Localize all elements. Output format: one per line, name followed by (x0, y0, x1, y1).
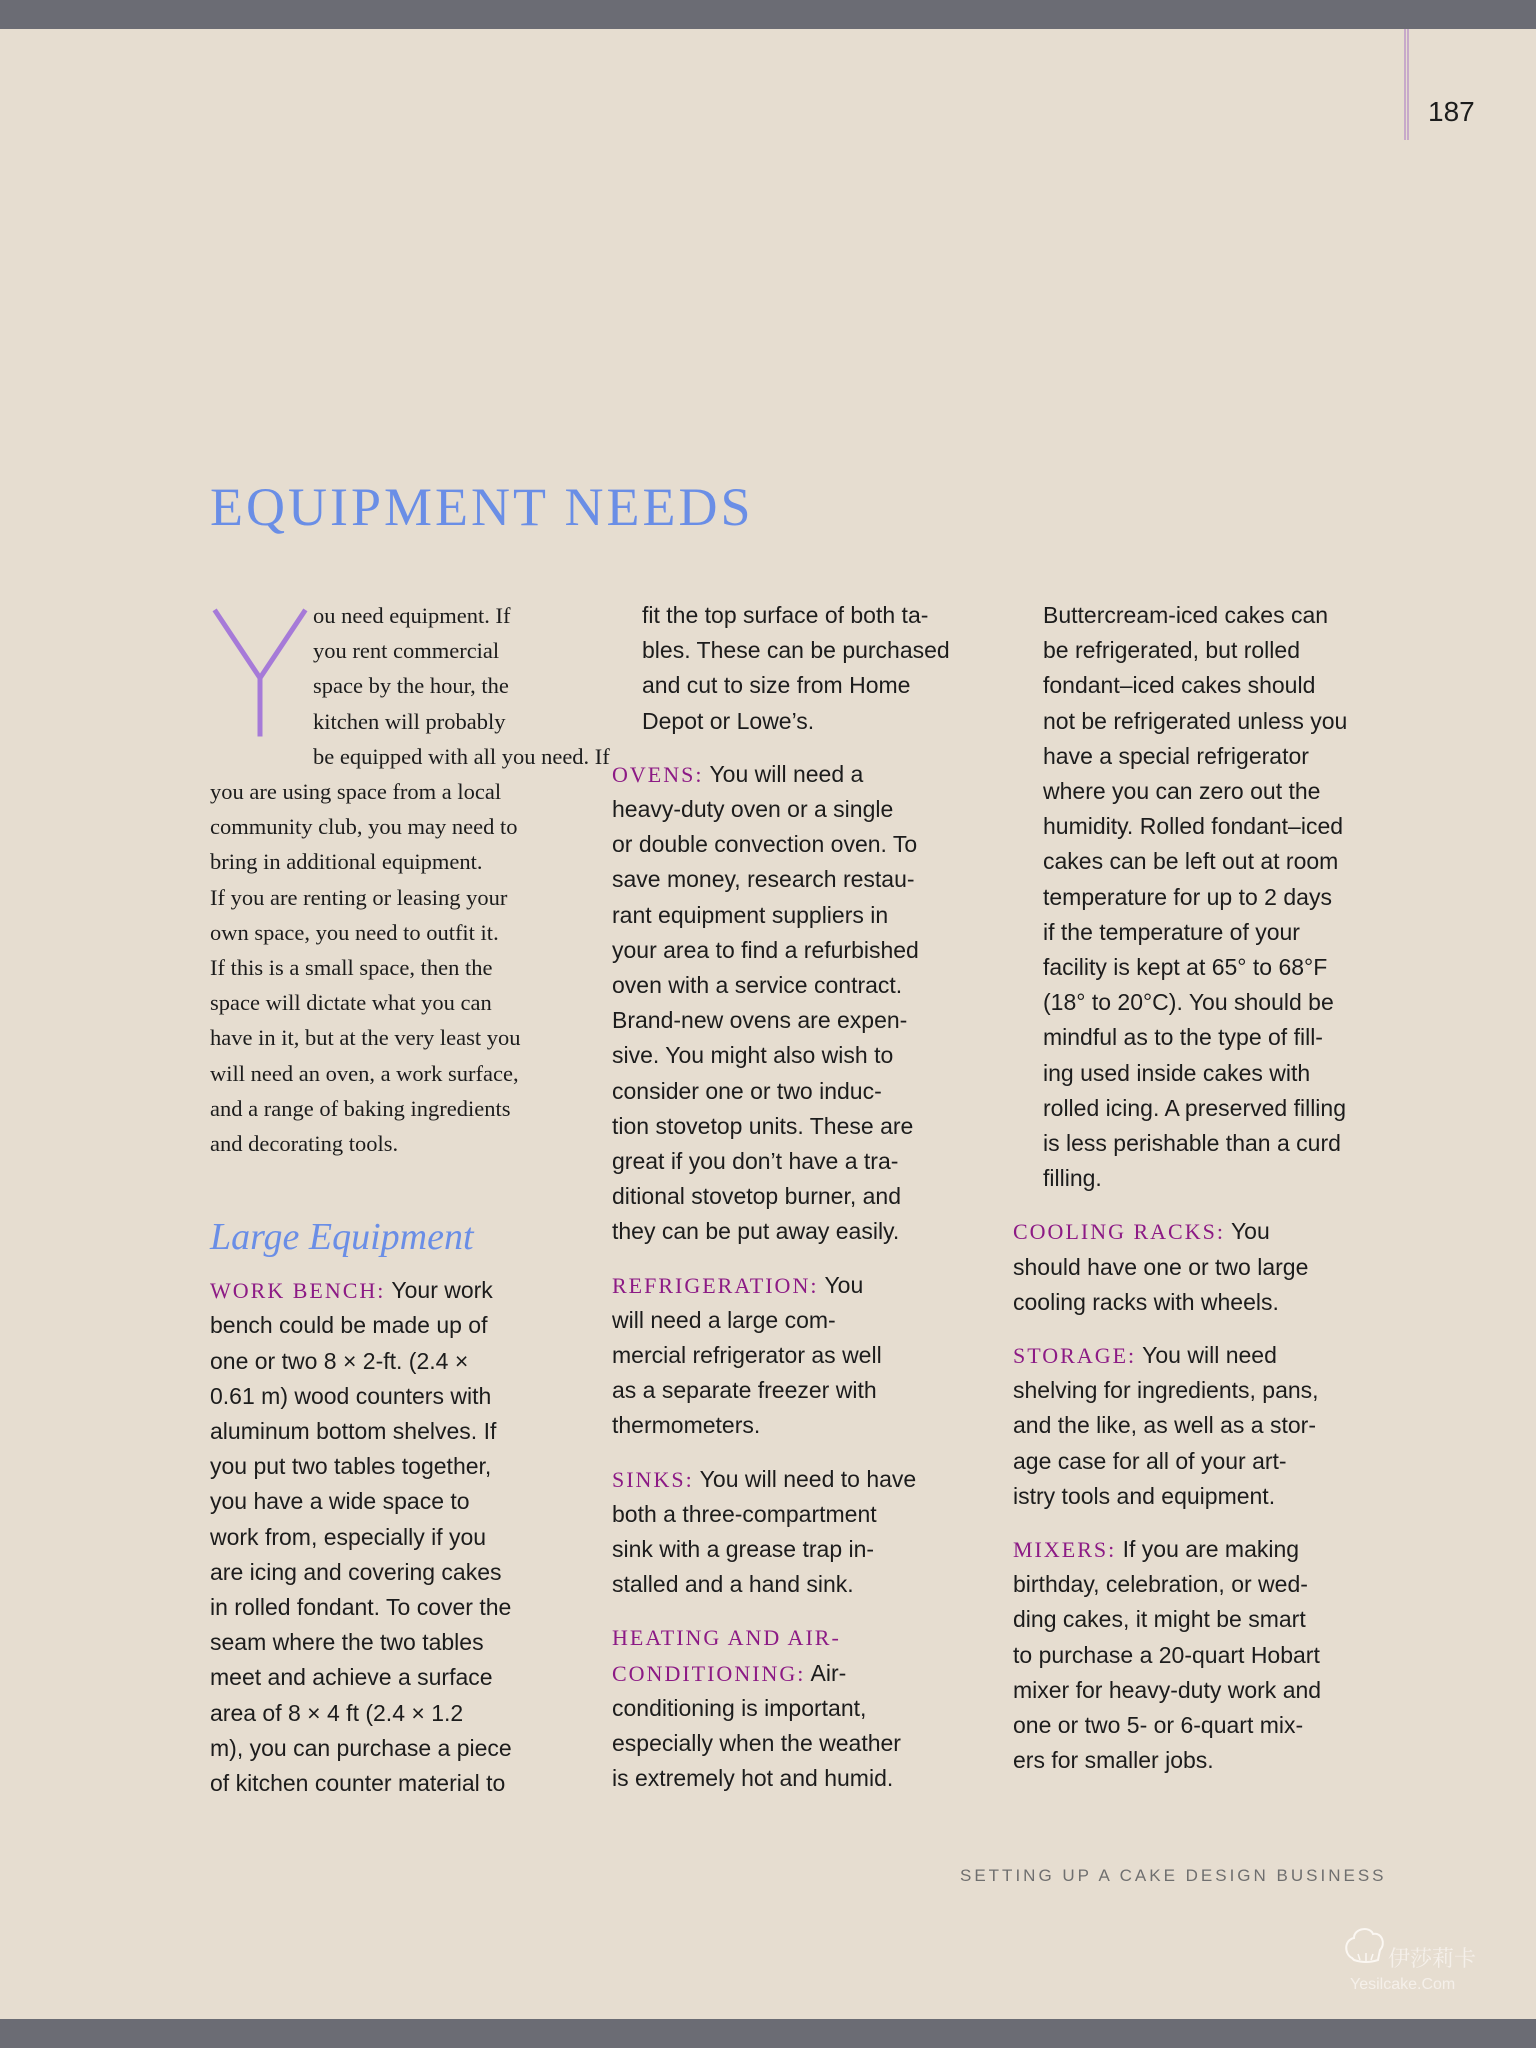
entry-cooling-racks (1013, 1214, 1373, 1320)
entry-line: facility is kept at 65° to 68°F (1043, 954, 1328, 981)
entry-line: both a three-compartment (612, 1500, 877, 1527)
intro-line: community club, you may need to (210, 814, 518, 840)
watermark-cn: 伊莎莉卡 (1388, 1946, 1477, 1971)
entry-line: cakes can be left out at room (1043, 848, 1339, 875)
intro-line: and decorating tools. (210, 1131, 399, 1157)
entry-line: ers for smaller jobs. (1013, 1747, 1214, 1774)
entry-line: stalled and a hand sink. (612, 1571, 854, 1598)
entry-line: they can be put away easily. (612, 1218, 900, 1245)
entry-line: filling. (1043, 1165, 1102, 1192)
intro-line: bring in additional equipment. (210, 849, 483, 875)
term-work-bench: WORK BENCH: (210, 1278, 386, 1304)
entry-line: You will need a (709, 760, 864, 787)
term-heating: HEATING AND AIR- (612, 1625, 841, 1651)
entry-line: cooling racks with wheels. (1013, 1288, 1279, 1315)
entry-line: shelving for ingredients, pans, (1013, 1377, 1319, 1404)
entry-line: in rolled fondant. To cover the (210, 1594, 512, 1621)
entry-line: seam where the two tables (210, 1629, 484, 1656)
entry-line: mixer for heavy-duty work and (1013, 1676, 1322, 1703)
entry-line: one or two 5- or 6-quart mix- (1013, 1712, 1304, 1739)
entry-line: work from, especially if you (210, 1523, 487, 1550)
entry-line: have a special refrigerator (1043, 742, 1309, 769)
intro-line: will need an oven, a work surface, (210, 1060, 519, 1086)
entry-line: is extremely hot and humid. (612, 1765, 894, 1792)
entry-line: age case for all of your art- (1013, 1447, 1287, 1474)
entry-line: temperature for up to 2 days (1043, 883, 1332, 910)
running-footer: SETTING UP A CAKE DESIGN BUSINESS (960, 1866, 1387, 1885)
entry-line: bench could be made up of (210, 1312, 488, 1339)
entry-line: sink with a grease trap in- (612, 1536, 875, 1563)
entry-line: not be refrigerated unless you (1043, 707, 1348, 734)
entry-line: you put two tables together, (210, 1453, 492, 1480)
entry-line: save money, research restau- (612, 866, 915, 893)
entry-line: thermometers. (612, 1412, 761, 1439)
term-cooling-racks: COOLING RACKS: (1013, 1219, 1225, 1245)
entry-line: or double convection oven. To (612, 831, 918, 858)
entry-line: You will need to have (699, 1465, 917, 1492)
entry-line: rant equipment suppliers in (612, 901, 889, 928)
intro-line: you rent commercial (313, 638, 500, 664)
entry-line: bles. These can be purchased (642, 637, 950, 664)
entry-line: conditioning is important, (612, 1694, 867, 1721)
entry-line: is less perishable than a curd (1043, 1130, 1341, 1157)
entry-storage (1013, 1338, 1373, 1514)
entry-line: ditional stovetop burner, and (612, 1183, 901, 1210)
intro-line: have in it, but at the very least you (210, 1025, 521, 1051)
entry-line: istry tools and equipment. (1013, 1482, 1276, 1509)
entry-line: birthday, celebration, or wed- (1013, 1571, 1308, 1598)
bottom-frame-bar (0, 2019, 1536, 2048)
entry-line: sive. You might also wish to (612, 1042, 894, 1069)
entry-line: Your work (391, 1277, 493, 1304)
column-2 (612, 598, 972, 1815)
entry-line: one or two 8 × 2-ft. (2.4 × (210, 1347, 469, 1374)
entry-line: ding cakes, it might be smart (1013, 1606, 1306, 1633)
entry-line: fondant–iced cakes should (1043, 672, 1316, 699)
entry-heating-continued (1013, 598, 1373, 1196)
intro-line: kitchen will probably (313, 708, 506, 734)
watermark-en: Yesilcake.Com (1350, 1976, 1456, 1993)
entry-line: ing used inside cakes with (1043, 1059, 1311, 1086)
entry-line: where you can zero out the (1043, 778, 1321, 805)
entry-line: consider one or two induc- (612, 1077, 882, 1104)
entry-line: meet and achieve a surface (210, 1664, 493, 1691)
entry-line: and cut to size from Home (642, 672, 911, 699)
entry-line: heavy-duty oven or a single (612, 796, 894, 823)
intro-line: If you are renting or leasing your (210, 884, 508, 910)
top-frame-bar (0, 0, 1536, 29)
intro-line: ou need equipment. If (313, 603, 511, 628)
column-3 (1013, 598, 1373, 1797)
entry-line: your area to find a refurbished (612, 936, 919, 963)
entry-line: will need a large com- (612, 1306, 836, 1333)
term-storage: STORAGE: (1013, 1343, 1137, 1369)
entry-heating-air-conditioning (612, 1620, 972, 1796)
watermark-logo (1340, 1920, 1490, 2000)
entry-line: m), you can purchase a piece (210, 1734, 512, 1761)
entry-line: Brand-new ovens are expen- (612, 1007, 908, 1034)
entry-line: humidity. Rolled fondant–iced (1043, 813, 1344, 840)
entry-line: you have a wide space to (210, 1488, 470, 1515)
page-number: 187 (1428, 96, 1475, 127)
entry-line: You (1230, 1218, 1270, 1245)
entry-line: and the like, as well as a stor- (1013, 1412, 1316, 1439)
intro-line: If this is a small space, then the (210, 955, 493, 981)
entry-line: should have one or two large (1013, 1253, 1309, 1280)
term-mixers: MIXERS: (1013, 1537, 1117, 1563)
entry-refrigeration (612, 1268, 972, 1444)
term-sinks: SINKS: (612, 1466, 694, 1492)
entry-work-bench-continued (612, 598, 972, 739)
entry-line: to purchase a 20-quart Hobart (1013, 1641, 1320, 1668)
column-1 (210, 598, 610, 1819)
term-refrigeration: REFRIGERATION: (612, 1272, 819, 1298)
intro-paragraph (210, 598, 610, 1161)
intro-line: space by the hour, the (313, 673, 509, 699)
entry-line: 0.61 m) wood counters with (210, 1382, 492, 1409)
term-ovens: OVENS: (612, 761, 704, 787)
entry-line: oven with a service contract. (612, 972, 903, 999)
entry-mixers (1013, 1532, 1373, 1778)
entry-line: rolled icing. A preserved filling (1043, 1094, 1346, 1121)
entry-line: If you are making (1122, 1536, 1300, 1563)
entry-line: as a separate freezer with (612, 1377, 877, 1404)
entry-line: mercial refrigerator as well (612, 1342, 882, 1369)
entry-line: mindful as to the type of fill- (1043, 1024, 1323, 1051)
entry-line: aluminum bottom shelves. If (210, 1418, 497, 1445)
entry-ovens (612, 757, 972, 1250)
entry-work-bench (210, 1273, 570, 1801)
entry-line: great if you don’t have a tra- (612, 1148, 899, 1175)
intro-line: own space, you need to outfit it. (210, 919, 499, 945)
entry-line: Buttercream-iced cakes can (1043, 602, 1329, 628)
entry-line: especially when the weather (612, 1730, 901, 1757)
entry-line: area of 8 × 4 ft (2.4 × 1.2 (210, 1699, 464, 1726)
entry-line: You (824, 1271, 864, 1298)
entry-line: fit the top surface of both ta- (642, 602, 929, 628)
entry-line: tion stovetop units. These are (612, 1112, 914, 1139)
chef-hat-icon (1340, 1920, 1390, 1970)
entry-line: of kitchen counter material to (210, 1770, 506, 1797)
entry-line: be refrigerated, but rolled (1043, 637, 1300, 664)
drop-cap-y (208, 600, 313, 744)
intro-line: space will dictate what you can (210, 990, 492, 1016)
section-subheading: Large Equipment (210, 1216, 474, 1259)
intro-line: and a range of baking ingredients (210, 1095, 511, 1121)
term-air-conditioning: CONDITIONING: (612, 1660, 806, 1686)
entry-line: Air- (810, 1659, 847, 1686)
page-title: EQUIPMENT NEEDS (210, 477, 754, 537)
entry-sinks (612, 1462, 972, 1603)
intro-line: be equipped with all you need. If (313, 743, 610, 769)
entry-line: Depot or Lowe’s. (642, 707, 815, 734)
entry-line: are icing and covering cakes (210, 1558, 502, 1585)
entry-line: You will need (1142, 1342, 1277, 1369)
entry-line: (18° to 20°C). You should be (1043, 989, 1334, 1016)
intro-line: you are using space from a local (210, 779, 502, 805)
entry-line: if the temperature of your (1043, 918, 1300, 945)
page-number-rule (1404, 29, 1409, 140)
